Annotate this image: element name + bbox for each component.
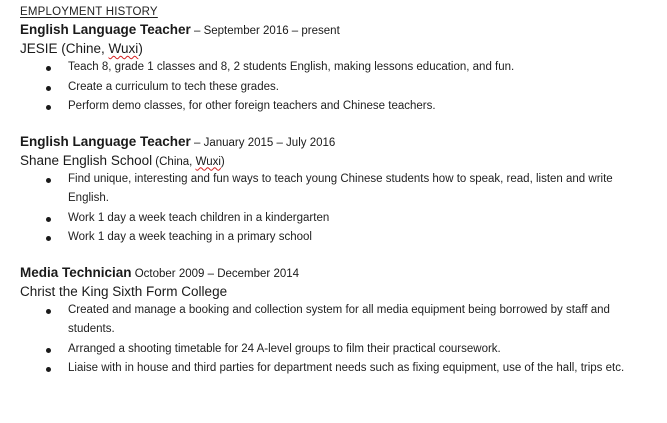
duty-text: Liaise with in house and third parties for department needs such as fixing equipment, use of the hall, trips etc. bbox=[68, 362, 625, 374]
job-entry bbox=[20, 20, 660, 117]
duties-list bbox=[20, 58, 660, 117]
duty-item bbox=[68, 209, 660, 229]
employer-location-city: Wuxi bbox=[195, 155, 221, 168]
job-entry bbox=[20, 263, 660, 379]
bullet-icon bbox=[46, 66, 51, 71]
employer-location-city: Wuxi bbox=[108, 41, 139, 56]
job-dates: – January 2015 – July 2016 bbox=[190, 136, 336, 149]
duties-list bbox=[20, 170, 660, 248]
employment-history-section bbox=[20, 4, 660, 379]
bullet-icon bbox=[46, 217, 51, 222]
duty-text: Created and manage a booking and collection system for all media equipment being borrowed by staff and students. bbox=[68, 303, 610, 335]
bullet-icon bbox=[46, 367, 51, 372]
duty-item bbox=[68, 170, 660, 209]
duty-item bbox=[68, 340, 660, 360]
job-dates: October 2009 – December 2014 bbox=[131, 267, 300, 280]
job-dates: – September 2016 – present bbox=[190, 25, 340, 37]
employer-location-suffix: ) bbox=[138, 41, 143, 56]
employer-name: JESIE bbox=[20, 41, 58, 56]
section-heading: EMPLOYMENT HISTORY bbox=[20, 6, 158, 18]
bullet-icon bbox=[46, 86, 51, 91]
duty-item bbox=[68, 58, 660, 78]
bullet-icon bbox=[46, 309, 51, 314]
duty-text: Work 1 day a week teach children in a kindergarten bbox=[68, 211, 330, 224]
duty-item bbox=[68, 359, 660, 379]
employer-line bbox=[20, 39, 660, 58]
duty-item bbox=[68, 97, 660, 117]
employer-location-prefix: (Chine, bbox=[57, 41, 109, 56]
duty-text: Find unique, interesting and fun ways to teach young Chinese students how to speak, read, listen and write English. bbox=[68, 172, 613, 204]
duty-text: Arranged a shooting timetable for 24 A-level groups to film their practical coursework. bbox=[68, 342, 501, 355]
job-title-line bbox=[20, 263, 660, 282]
duty-text: Teach 8, grade 1 classes and 8, 2 students English, making lessons education, and fun. bbox=[68, 61, 515, 73]
job-title: Media Technician bbox=[20, 264, 132, 280]
duty-item bbox=[68, 301, 660, 340]
job-entry bbox=[20, 132, 660, 248]
duty-text: Perform demo classes, for other foreign teachers and Chinese teachers. bbox=[68, 100, 436, 112]
bullet-icon bbox=[46, 236, 51, 241]
employer-line bbox=[20, 282, 660, 301]
bullet-icon bbox=[46, 178, 51, 183]
duty-item bbox=[68, 78, 660, 98]
duty-text: Create a curriculum to tech these grades. bbox=[68, 80, 279, 93]
duties-list bbox=[20, 301, 660, 379]
job-title-line bbox=[20, 20, 660, 39]
employer-name: Christ the King Sixth Form College bbox=[20, 283, 228, 299]
job-title-line bbox=[20, 132, 660, 151]
employer-line bbox=[20, 151, 660, 170]
bullet-icon bbox=[46, 105, 51, 110]
employer-name: Shane English School bbox=[20, 152, 153, 168]
bullet-icon bbox=[46, 348, 51, 353]
job-title: English Language Teacher bbox=[20, 133, 191, 149]
employer-location-prefix: (China, bbox=[152, 155, 196, 168]
job-title: English Language Teacher bbox=[20, 22, 191, 37]
employer-location-suffix: ) bbox=[220, 155, 225, 168]
duty-text: Work 1 day a week teaching in a primary school bbox=[68, 231, 312, 243]
duty-item bbox=[68, 228, 660, 248]
